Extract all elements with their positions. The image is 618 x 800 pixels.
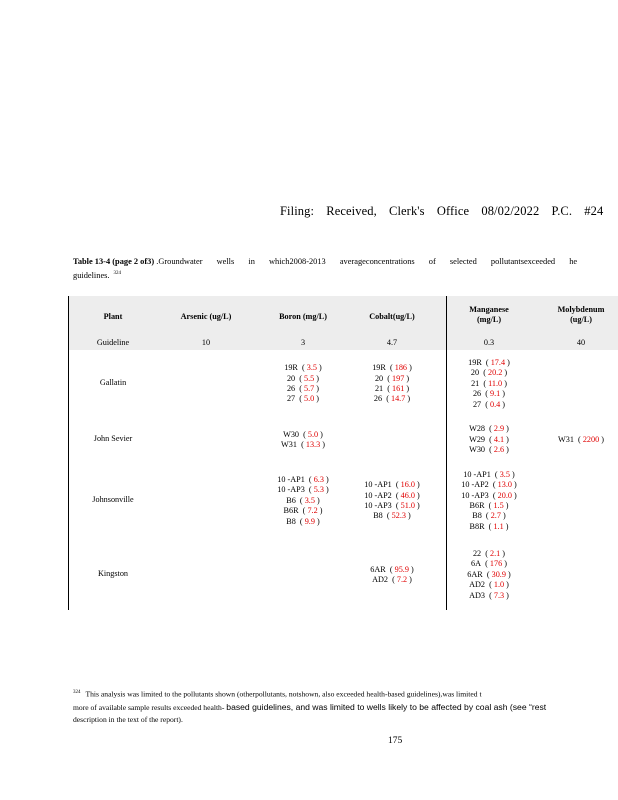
well-id: W31 <box>281 440 297 449</box>
manganese-cell <box>446 549 532 601</box>
well-reading: 10 -AP2 ( 13.0 ) <box>461 480 517 490</box>
concentration-value: 14.7 <box>390 394 406 404</box>
well-id: 19R <box>372 363 386 373</box>
well-id: W30 <box>469 445 486 455</box>
manganese-cell <box>446 358 532 410</box>
header-manganese-name: Manganese <box>469 305 509 314</box>
well-reading: B6R ( 1.5 ) <box>469 501 509 511</box>
manganese-cell <box>446 470 532 532</box>
concentration-value: 5.5 <box>304 373 315 383</box>
well-reading: 19R ( 17.4 ) <box>468 358 510 367</box>
well-id: B6R <box>469 501 485 511</box>
header-manganese-unit: (mg/L) <box>476 315 502 324</box>
well-reading: 22 ( 2.1 ) <box>472 549 506 558</box>
concentration-value: 2.9 <box>493 424 505 434</box>
well-reading: AD3 ( 7.3 ) <box>469 590 509 600</box>
well-id: 19R <box>468 358 482 367</box>
well-reading: 21 ( 161 ) <box>374 384 410 393</box>
concentration-value: 5.0 <box>307 429 319 439</box>
well-reading: 21 ( 11.0 ) <box>471 378 507 388</box>
footnote-line3: description in the text of the report). <box>73 714 183 724</box>
well-reading: 10 -AP3 ( 51.0 ) <box>364 501 420 510</box>
well-reading: AD2 ( 7.2 ) <box>372 575 412 584</box>
well-id: 10 -AP3 <box>277 485 305 495</box>
concentration-value: 161 <box>392 384 405 393</box>
boron-cell <box>258 475 348 527</box>
plant-name: John Sevier <box>93 434 133 443</box>
well-reading: 10 -AP1 ( 16.0 ) <box>364 480 420 490</box>
well-reading: 6AR ( 30.9 ) <box>467 569 511 579</box>
concentration-value: 51.0 <box>400 501 415 510</box>
plant-name: Kingston <box>97 569 129 578</box>
well-id: B8 <box>373 511 383 521</box>
well-id: 10 -AP2 <box>364 490 392 500</box>
boron-cell <box>258 363 348 405</box>
concentration-value: 30.9 <box>491 569 506 579</box>
header-molybdenum <box>536 305 618 325</box>
concentration-value: 2.7 <box>490 511 501 521</box>
well-id: W28 <box>469 424 486 434</box>
concentration-value: 1.1 <box>493 521 504 531</box>
guideline-boron: 3 <box>300 338 306 347</box>
well-reading: 27 ( 0.4 ) <box>472 399 506 409</box>
well-id: 26 <box>472 389 482 399</box>
caption-footnote-ref: 324 <box>113 271 122 276</box>
well-reading: 26 ( 5.7 ) <box>286 384 320 393</box>
well-id: 19R <box>284 363 298 373</box>
cobalt-cell <box>350 363 434 405</box>
well-id: 10 -AP3 <box>461 490 489 500</box>
concentration-value: 3.5 <box>499 469 510 479</box>
well-id: 10 -AP1 <box>277 475 305 484</box>
boron-cell <box>258 430 348 451</box>
well-reading: 10 -AP1 ( 3.5 ) <box>463 469 515 479</box>
guideline-arsenic: 10 <box>201 338 211 347</box>
concentration-value: 7.2 <box>396 575 408 584</box>
concentration-value: 2200 <box>582 434 600 444</box>
concentration-value: 7.2 <box>307 506 318 516</box>
well-reading: 10 -AP1 ( 6.3 ) <box>277 475 329 484</box>
plant-name: Gallatin <box>99 378 127 387</box>
header-molybdenum-unit: (ug/L) <box>570 315 592 324</box>
well-reading: 20 ( 197 ) <box>374 373 410 383</box>
well-id: 27 <box>286 394 296 404</box>
header-boron: Boron (mg/L) <box>279 312 327 321</box>
well-id: AD2 <box>469 580 486 590</box>
filing-stamp: Filing: Received, Clerk's Office 08/02/2022 P.C. #24 <box>280 204 604 218</box>
well-id: 21 <box>374 384 384 393</box>
well-id: B8R <box>469 521 485 531</box>
header-plant: Plant <box>103 312 123 321</box>
concentration-value: 2.6 <box>493 445 505 455</box>
concentration-value: 52.3 <box>391 511 406 521</box>
header-manganese <box>446 305 532 325</box>
well-id: 6AR <box>370 564 386 574</box>
concentration-value: 4.1 <box>493 434 505 444</box>
well-reading: 10 -AP3 ( 5.3 ) <box>277 485 329 495</box>
well-id: W30 <box>283 429 300 439</box>
well-id: W31 <box>558 434 574 444</box>
well-reading: AD2 ( 1.0 ) <box>469 580 509 590</box>
concentration-value: 7.3 <box>493 590 505 600</box>
concentration-value: 3.5 <box>306 363 317 373</box>
well-reading: 20 ( 5.5 ) <box>286 373 320 383</box>
guideline-label: Guideline <box>96 338 130 347</box>
well-reading: B8R ( 1.1 ) <box>469 521 509 531</box>
well-id: 27 <box>472 399 482 409</box>
well-id: 10 -AP1 <box>364 480 392 490</box>
concentration-value: 6.3 <box>313 475 324 484</box>
caption-label: Table 13-4 (page 2 of3) <box>73 257 155 266</box>
concentration-value: 13.3 <box>305 440 321 449</box>
concentration-value: 13.0 <box>497 480 512 490</box>
concentration-value: 5.7 <box>304 384 315 393</box>
well-reading: W31 ( 2200 ) <box>558 434 604 444</box>
well-id: B6R <box>283 506 299 516</box>
well-id: 10 -AP2 <box>461 480 489 490</box>
well-id: B8 <box>286 516 296 526</box>
page-number: 175 <box>388 736 403 746</box>
well-reading: 27 ( 5.0 ) <box>286 394 320 404</box>
well-reading: 26 ( 9.1 ) <box>472 389 506 399</box>
well-reading: W30 ( 5.0 ) <box>283 429 323 439</box>
footnote <box>73 687 546 726</box>
concentration-value: 186 <box>394 363 408 373</box>
concentration-value: 17.4 <box>490 358 506 367</box>
header-molybdenum-name: Molybdenum <box>557 305 605 314</box>
concentration-value: 11.0 <box>488 378 503 388</box>
well-id: 26 <box>373 394 383 404</box>
well-reading: B8 ( 2.7 ) <box>472 511 506 521</box>
concentration-value: 0.4 <box>490 399 501 409</box>
well-id: B8 <box>472 511 482 521</box>
caption-text: .Groundwater wells in which2008-2013 averageconcentrations of selected pollutantsexceeded he <box>156 257 578 266</box>
well-reading: B8 ( 52.3 ) <box>373 511 411 521</box>
footnote-line2a: more of available sample results exceeded health- <box>73 702 225 712</box>
caption-text-line2: guidelines. <box>73 270 110 280</box>
well-reading: W28 ( 2.9 ) <box>469 424 509 434</box>
well-reading: B8 ( 9.9 ) <box>286 516 320 526</box>
well-id: 20 <box>470 368 480 378</box>
well-reading: W31 ( 13.3 ) <box>281 440 325 449</box>
concentration-value: 9.9 <box>304 516 315 526</box>
header-arsenic: Arsenic (ug/L) <box>180 312 232 321</box>
footnote-line1: This analysis was limited to the pollutants shown (otherpollutants, notshown, also exceeded health-based guidelines),was limited t <box>85 689 482 699</box>
concentration-value: 5.0 <box>304 394 315 404</box>
manganese-cell <box>446 424 532 455</box>
guideline-cobalt: 4.7 <box>386 338 398 347</box>
well-reading: 10 -AP2 ( 46.0 ) <box>364 490 420 500</box>
well-reading: 20 ( 20.2 ) <box>470 368 508 378</box>
well-reading: W30 ( 2.6 ) <box>469 445 509 455</box>
well-reading: 6A ( 176 ) <box>471 559 507 569</box>
concentration-value: 46.0 <box>400 490 415 500</box>
concentration-value: 20.0 <box>497 490 512 500</box>
well-id: 21 <box>471 378 480 388</box>
table-caption <box>73 256 577 282</box>
guideline-molybdenum: 40 <box>576 338 586 347</box>
concentration-value: 176 <box>489 559 503 569</box>
well-id: W29 <box>469 434 486 444</box>
concentration-value: 197 <box>392 373 405 383</box>
concentration-value: 2.1 <box>490 549 501 558</box>
guideline-manganese: 0.3 <box>483 338 495 347</box>
cobalt-cell <box>350 480 434 522</box>
well-id: 10 -AP3 <box>364 501 392 510</box>
well-id: 20 <box>286 373 296 383</box>
well-reading: W29 ( 4.1 ) <box>469 434 509 444</box>
well-id: AD3 <box>469 590 486 600</box>
concentration-value: 16.0 <box>400 480 415 490</box>
well-id: 26 <box>286 384 296 393</box>
footnote-marker: 324 <box>73 690 81 695</box>
well-reading: 19R ( 3.5 ) <box>284 363 322 373</box>
cobalt-cell <box>350 565 434 586</box>
concentration-value: 3.5 <box>304 495 315 505</box>
concentration-value: 9.1 <box>490 389 501 399</box>
footnote-line2b: based guidelines, and was limited to wells likely to be affected by coal ash (see “rest <box>226 701 547 712</box>
well-id: B6 <box>286 495 296 505</box>
concentration-value: 20.2 <box>487 368 503 378</box>
concentration-value: 1.5 <box>493 501 504 511</box>
concentration-value: 1.0 <box>493 580 505 590</box>
well-id: AD2 <box>372 575 389 584</box>
concentration-value: 95.9 <box>394 564 409 574</box>
well-reading: B6 ( 3.5 ) <box>286 495 320 505</box>
header-cobalt: Cobalt(ug/L) <box>369 312 415 321</box>
concentration-value: 5.3 <box>313 485 324 495</box>
well-reading: 6AR ( 95.9 ) <box>370 564 414 574</box>
well-id: 10 -AP1 <box>463 469 491 479</box>
molybdenum-cell <box>536 435 618 445</box>
plant-name: Johnsonville <box>92 495 134 504</box>
well-reading: 10 -AP3 ( 20.0 ) <box>461 490 517 500</box>
well-id: 6AR <box>467 569 483 579</box>
well-reading: 26 ( 14.7 ) <box>373 394 411 404</box>
well-id: 6A <box>471 559 482 569</box>
well-id: 22 <box>472 549 482 558</box>
well-reading: B6R ( 7.2 ) <box>283 506 323 516</box>
well-reading: 19R ( 186 ) <box>372 363 412 373</box>
well-id: 20 <box>374 373 384 383</box>
